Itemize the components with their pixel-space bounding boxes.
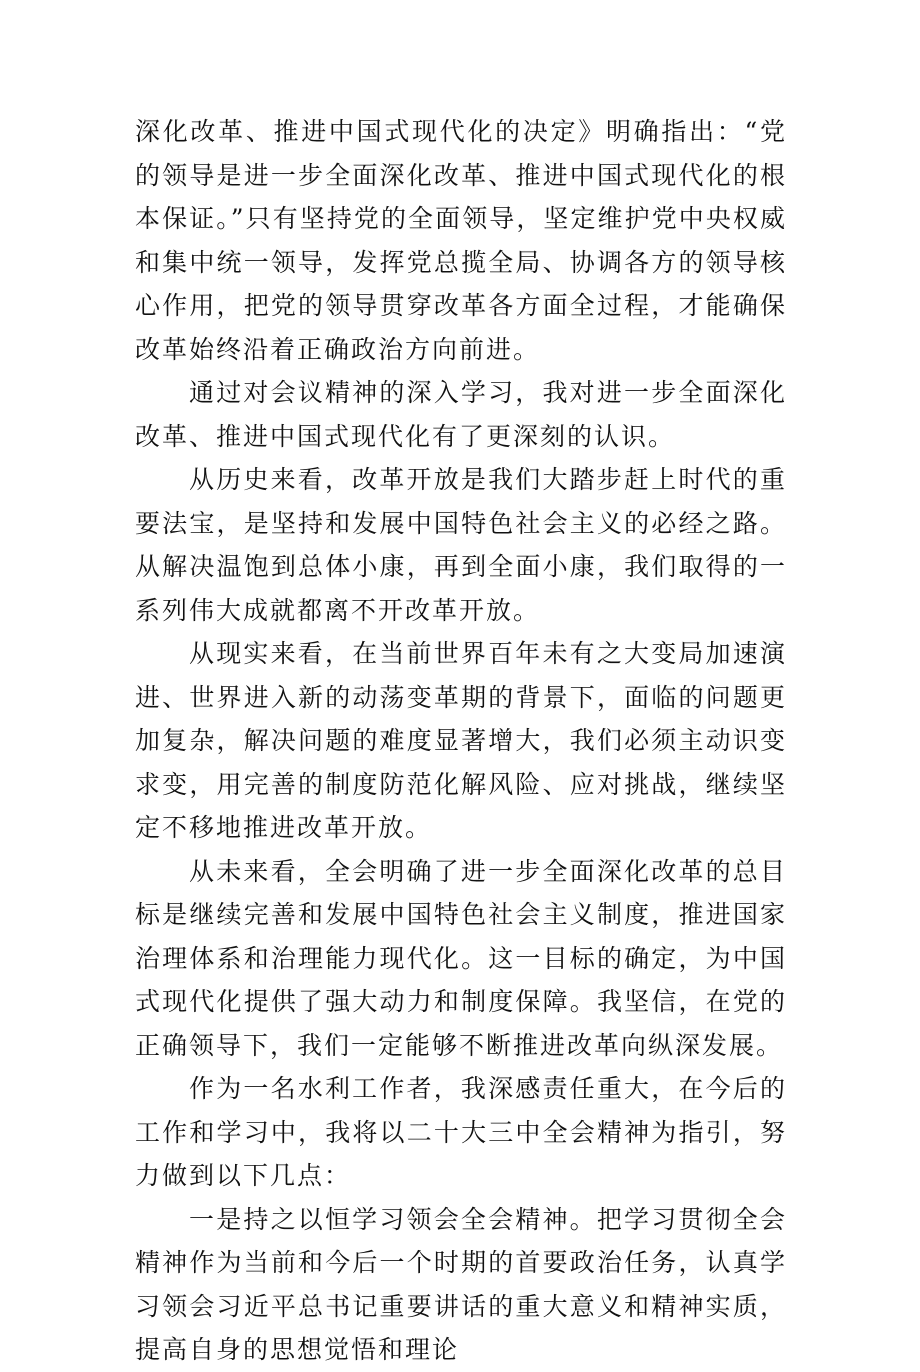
paragraph-point-one: 一是持之以恒学习领会全会精神。把学习贯彻全会精神作为当前和今后一个时期的首要政治任务，认真学习领会习近平总书记重要讲话的重大意义和精神实质，提高自身的思想觉悟和理论 (135, 1204, 787, 1364)
paragraph-current-view: 从现实来看，在当前世界百年未有之大变局加速演进、世界进入新的动荡变革期的背景下，面临的问题更加复杂，解决问题的难度显著增大，我们必须主动识变求变，用完善的制度防范化解风险、应对挑战，继续坚定不移地推进改革开放。 (135, 639, 787, 842)
paragraph-water-worker-commitment: 作为一名水利工作者，我深感责任重大，在今后的工作和学习中，我将以二十大三中全会精神为指引，努力做到以下几点： (135, 1074, 787, 1190)
paragraph-continuation: 深化改革、推进中国式现代化的决定》明确指出：“党的领导是进一步全面深化改革、推进中国式现代化的根本保证。”只有坚持党的全面领导，坚定维护党中央权威和集中统一领导，发挥党总揽全局、协调各方的领导核心作用，把党的领导贯穿改革各方面全过程，才能确保改革始终沿着正确政治方向前进。 (135, 117, 787, 364)
paragraph-future-view: 从未来看，全会明确了进一步全面深化改革的总目标是继续完善和发展中国特色社会主义制度，推进国家治理体系和治理能力现代化。这一目标的确定，为中国式现代化提供了强大动力和制度保障。我坚信，在党的正确领导下，我们一定能够不断推进改革向纵深发展。 (135, 856, 787, 1060)
paragraph-historical-view: 从历史来看，改革开放是我们大踏步赶上时代的重要法宝，是坚持和发展中国特色社会主义的必经之路。从解决温饱到总体小康，再到全面小康，我们取得的一系列伟大成就都离不开改革开放。 (135, 465, 787, 625)
document-body (135, 110, 787, 1372)
paragraph-study-understanding: 通过对会议精神的深入学习，我对进一步全面深化改革、推进中国式现代化有了更深刻的认识。 (135, 378, 787, 451)
